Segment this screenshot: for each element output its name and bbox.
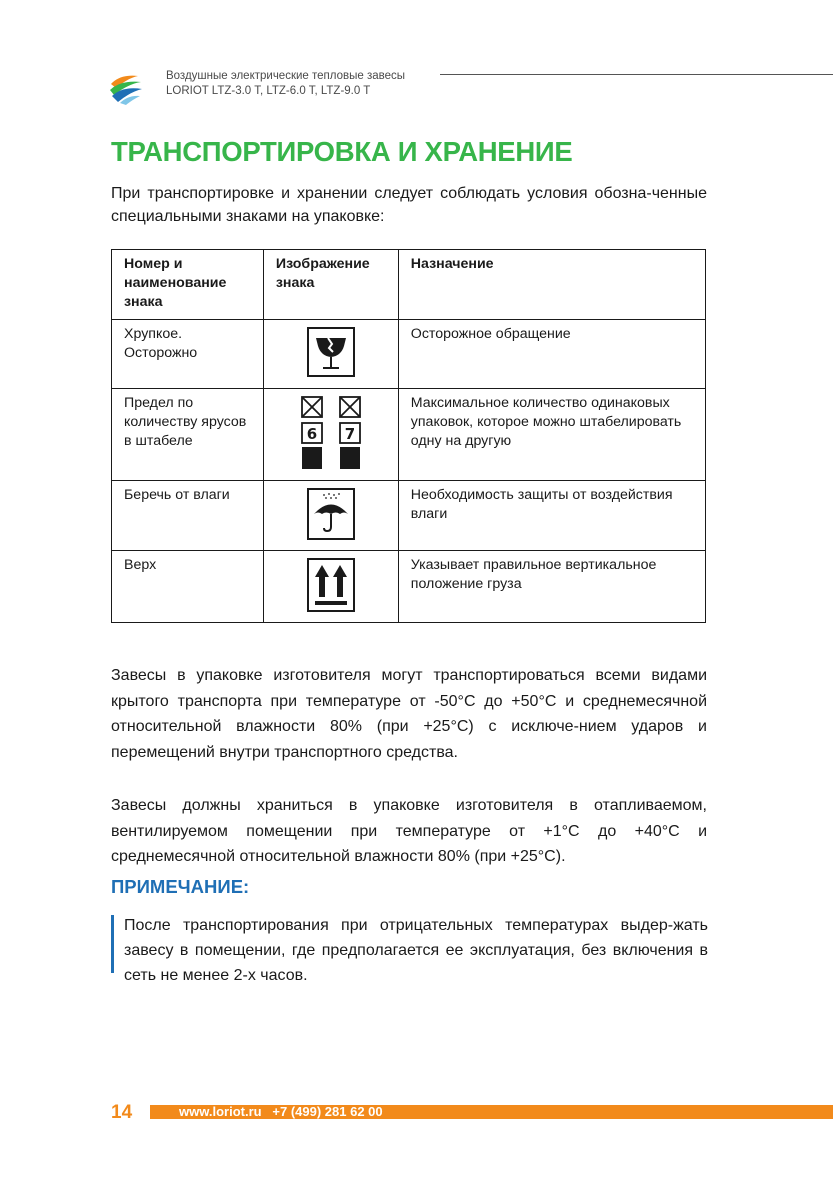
- header-product-type: Воздушные электрические тепловые завесы: [166, 70, 406, 82]
- umbrella-icon: [306, 487, 356, 541]
- table-row: [112, 481, 706, 551]
- note-title: ПРИМЕЧАНИЕ:: [111, 876, 250, 897]
- document-header: [166, 69, 405, 99]
- column-header-name: Номер и наименование знака: [112, 250, 264, 320]
- sign-purpose: Необходимость защиты от воздействия влаги: [398, 481, 705, 551]
- packaging-signs-table: [111, 249, 706, 623]
- sign-purpose: Максимальное количество одинаковых упаковок, которое можно штабелировать одну на другую: [398, 389, 705, 481]
- sign-purpose: Осторожное обращение: [398, 320, 705, 389]
- sign-name: Верх: [112, 551, 264, 623]
- column-header-image: Изображение знака: [263, 250, 398, 320]
- stack-number-right: 7: [344, 425, 356, 443]
- sign-purpose: Указывает правильное вертикальное положение груза: [398, 551, 705, 623]
- table-row: [112, 320, 706, 389]
- table-header-row: [112, 250, 706, 320]
- header-divider: [440, 74, 833, 75]
- note-text: После транспортирования при отрицательных температурах выдер-жать завесу в помещении, где предполагается ее эксплуатация, без включения в сеть не менее 2-х часов.: [124, 917, 708, 984]
- storage-conditions-text: Завесы должны храниться в упаковке изготовителя в отапливаемом, вентилируемом помещении при температуре от +1°С до +40°С и среднемесячной относительной влажности 80% (при +25°С).: [111, 797, 707, 865]
- this-side-up-icon: [306, 557, 356, 613]
- loriot-logo-icon: [108, 70, 144, 106]
- table-row: [112, 389, 706, 481]
- footer-contact: www.loriot.ru +7 (499) 281 62 00: [179, 1104, 383, 1119]
- fragile-glass-icon: [306, 326, 356, 378]
- header-model-list: LORIOT LTZ-3.0 T, LTZ-6.0 T, LTZ-9.0 T: [166, 85, 371, 97]
- sign-name: Хрупкое. Осторожно: [112, 320, 264, 389]
- table-row: [112, 551, 706, 623]
- sign-name: Предел по количеству ярусов в штабеле: [112, 389, 264, 481]
- column-header-purpose: Назначение: [398, 250, 705, 320]
- stacking-limit-icon: [296, 395, 366, 473]
- stack-number-left: 6: [306, 425, 318, 443]
- intro-text: При транспортировке и хранении следует соблюдать условия обозна-ченные специальными знаками на упаковке:: [111, 185, 707, 225]
- page-title: ТРАНСПОРТИРОВКА И ХРАНЕНИЕ: [111, 136, 573, 167]
- note-accent-bar: [111, 915, 114, 973]
- transport-conditions-text: Завесы в упаковке изготовителя могут транспортироваться всеми видами крытого транспорта при температуре от -50°С до +50°С и среднемесячной относительной влажности 80% (при +25°С) с исключе-нием ударов и перемещений внутри транспортного средства.: [111, 667, 707, 761]
- page-number: 14: [111, 1102, 133, 1123]
- sign-name: Беречь от влаги: [112, 481, 264, 551]
